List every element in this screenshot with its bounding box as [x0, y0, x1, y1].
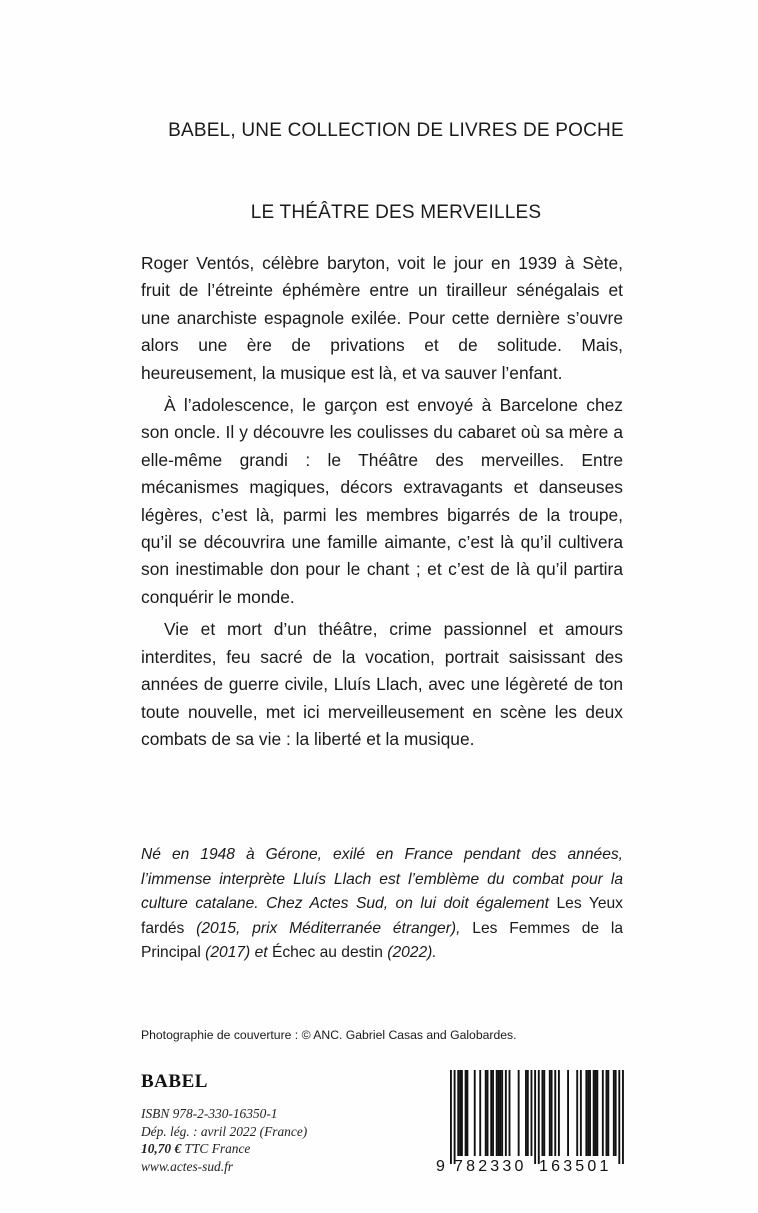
barcode-bar: [542, 1070, 544, 1156]
barcode-bar: [531, 1070, 533, 1156]
bio-and-word: et: [254, 944, 268, 962]
barcode-bar: [585, 1070, 587, 1156]
price: 10,70 €: [141, 1141, 182, 1157]
bio-book-3-note: (2022).: [387, 944, 437, 962]
bio-book-1: Les Yeux fardés: [141, 895, 623, 937]
barcode-bar: [509, 1070, 511, 1156]
book-blurb: [141, 250, 623, 758]
bio-intro: Né en 1948 à Gérone, exilé en France pendant des années, l’immense interprète Lluís Llach est l’emblème du combat pour la culture catalane. Chez Actes Sud, on lui doit également: [141, 846, 623, 913]
barcode-bar: [543, 1070, 545, 1156]
barcode-bar: [492, 1070, 494, 1156]
barcode-left-group: 782330: [454, 1158, 527, 1175]
barcode-bar: [461, 1070, 463, 1156]
series-header: BABEL, UNE COLLECTION DE LIVRES DE POCHE: [168, 120, 624, 141]
blurb-paragraph-1: Roger Ventós, célèbre baryton, voit le jour en 1939 à Sète, fruit de l’étreinte éphémère entre un tirailleur sénégalais et une anarchiste espagnole exilée. Pour cette dernière s’ouvre alors une ère de privations et de solitude. Mais, heureusement, la musique est là, et va sauver l’enfant.: [141, 253, 623, 383]
barcode-bar: [615, 1070, 617, 1156]
barcode-bar: [596, 1070, 598, 1156]
barcode-bar: [498, 1070, 500, 1156]
blurb-paragraph-3: Vie et mort d’un théâtre, crime passionnel et amours interdites, feu sacré de la vocation, portrait saisissant des années de guerre civile, Lluís Llach, avec une légèreté de ton toute nouvelle, met ici merveilleusement en scène les deux combats de sa vie : la liberté et la musique.: [141, 619, 623, 749]
barcode-bar: [496, 1070, 498, 1156]
barcode-bar: [602, 1070, 604, 1156]
publication-info: [141, 1105, 307, 1175]
price-suffix: TTC France: [184, 1141, 251, 1157]
barcode-guard-bar: [622, 1070, 624, 1164]
barcode-bar: [487, 1070, 489, 1156]
barcode-bar: [607, 1070, 609, 1156]
barcode-right-group: 163501: [539, 1158, 612, 1175]
barcode-bar: [567, 1070, 569, 1156]
barcode-bar: [554, 1070, 556, 1156]
barcode-first-digit: 9: [436, 1158, 445, 1175]
barcode-guard-bar: [534, 1070, 536, 1164]
barcode-bar: [479, 1070, 481, 1156]
barcode-bar: [593, 1070, 595, 1156]
barcode-guard-bar: [454, 1070, 456, 1164]
barcode-bar: [525, 1070, 527, 1156]
bio-book-2: Les Femmes de la Principal: [141, 919, 623, 962]
barcode-bar: [558, 1070, 560, 1156]
author-bio: [141, 843, 623, 966]
barcode-bar: [587, 1070, 589, 1156]
bio-book-3: Échec au destin: [271, 944, 383, 962]
barcode-bar: [576, 1070, 578, 1156]
barcode-bar: [499, 1070, 501, 1156]
price-line: [141, 1140, 307, 1158]
barcode-bar: [501, 1070, 503, 1156]
barcode-bar: [580, 1070, 582, 1156]
barcode-guard-bar: [538, 1070, 540, 1164]
website: www.actes-sud.fr: [141, 1158, 234, 1174]
barcode-bar: [549, 1070, 551, 1156]
publisher-logo: BABEL: [141, 1071, 208, 1092]
bio-book-2-note: (2017): [205, 944, 251, 962]
photo-credit: Photographie de couverture : © ANC. Gabriel Casas and Galobardes.: [141, 1028, 517, 1042]
barcode-guard-bar: [618, 1070, 620, 1164]
barcode-bar: [457, 1070, 459, 1156]
book-title: LE THÉÂTRE DES MERVEILLES: [250, 202, 542, 223]
barcode-bars-icon: [436, 1070, 624, 1164]
barcode-bar: [589, 1070, 591, 1156]
legal-deposit: Dép. lég. : avril 2022 (France): [141, 1123, 308, 1139]
barcode-bar: [527, 1070, 529, 1156]
barcode-bar: [490, 1070, 492, 1156]
barcode-bar: [485, 1070, 487, 1156]
isbn: ISBN 978-2-330-16350-1: [141, 1106, 278, 1121]
barcode-bar: [505, 1070, 507, 1156]
barcode-bar: [465, 1070, 467, 1156]
barcode-bar: [459, 1070, 461, 1156]
barcode-bar: [595, 1070, 597, 1156]
bio-book-1-note: (2015, prix Méditerranée étranger),: [196, 919, 461, 937]
blurb-paragraph-2: À l’adolescence, le garçon est envoyé à Barcelone chez son oncle. Il y découvre les coulisses du cabaret où sa mère a elle-même grandi : le Théâtre des merveilles. Entre mécanismes magiques, décors extravagants et danseuses légères, c’est là, parmi les membres bigarrés de la troupe, qu’il se découvrira une famille aimante, c’est là qu’il cultivera son inestimable don pour le chant ; et c’est de là qu’il partira conquérir le monde.: [141, 395, 623, 607]
barcode-bar: [606, 1070, 608, 1156]
barcode-bar: [613, 1070, 615, 1156]
barcode-digits: [436, 1158, 624, 1182]
barcode-bar: [466, 1070, 468, 1156]
barcode-bar: [518, 1070, 520, 1156]
barcode-bar: [551, 1070, 553, 1156]
barcode: [436, 1070, 624, 1180]
barcode-guard-bar: [450, 1070, 452, 1164]
barcode-bar: [474, 1070, 476, 1156]
